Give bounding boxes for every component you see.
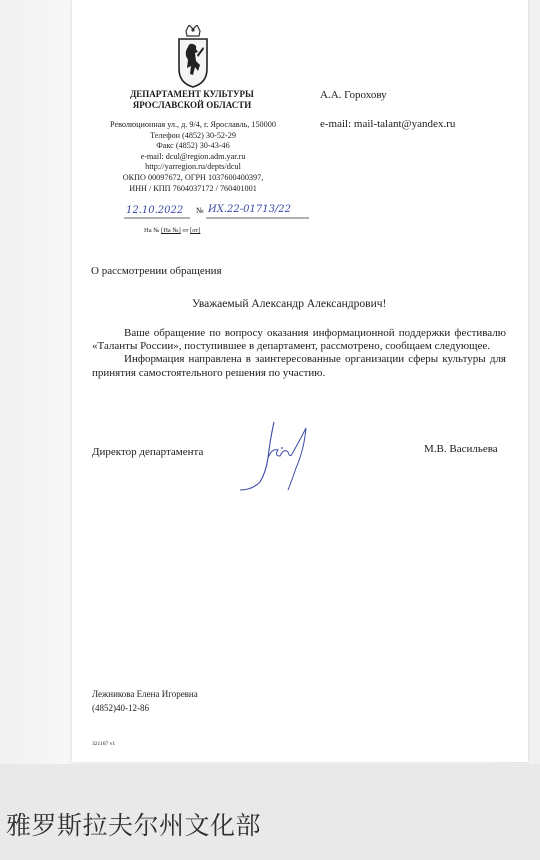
department-line-2: ЯРОСЛАВСКОЙ ОБЛАСТИ [132,100,252,110]
letter-paragraph-2: Информация направлена в заинтересованные организации сферы культуры для принятия самостоятельного решения по участию. [92,353,506,379]
inn-kpp: ИНН / КПП 7604037172 / 760401001 [129,183,257,193]
reference-from-value: [от] [190,227,201,234]
caption-text: 雅罗斯拉夫尔州文化部 [6,811,262,840]
department-name [116,89,268,111]
registration-number-label: № [196,206,204,215]
department-line-1: ДЕПАРТАМЕНТ КУЛЬТУРЫ [130,89,254,99]
okpo-ogrn: ОКПО 00097672, ОГРН 1037600400397, [122,172,264,182]
addressee-email: e-mail: mail-talant@yandex.ru [320,118,456,130]
reference-line [144,227,200,234]
executor-phone: (4852)40-12-86 [92,703,149,713]
addressee-name: А.А. Горохову [320,89,387,101]
registration-number [124,205,314,221]
registration-underline [124,215,314,221]
signatory-position: Директор департамента [92,446,204,458]
letter-subject: О рассмотрении обращения [91,265,222,277]
letter-page [72,0,528,762]
phone: Телефон (4852) 30-52-29 [150,130,236,140]
letter-greeting: Уважаемый Александр Александрович! [192,298,387,310]
department-website: http://yarregion.ru/depts/dcul [145,162,241,172]
reference-label: На № [144,227,160,234]
letter-paragraph-1: Ваше обращение по вопросу оказания информационной поддержки фестивалю «Таланты России», поступившее в департамент, рассмотрено, сообщаем следующее. [92,327,506,353]
document-code: 321167 v1 [92,741,116,747]
letter-body [92,327,506,380]
handwritten-signature [234,420,326,494]
coat-of-arms-icon [176,25,210,89]
reference-from-label: от [182,227,189,234]
signatory-name: М.В. Васильева [424,443,498,455]
address: Революционная ул., д. 9/4, г. Ярославль, 150000 [110,120,276,129]
department-requisites [90,120,296,194]
reference-value: [На №] [161,227,181,234]
department-email: e-mail: dcul@region.adm.yar.ru [140,151,246,161]
executor-name: Лежникова Елена Игоревна [92,689,198,699]
fax: Факс (4852) 30-43-46 [156,141,230,151]
registration-date: 12.10.2022 [126,205,184,216]
registration-number-value: ИХ.22-01713/22 [208,204,292,215]
